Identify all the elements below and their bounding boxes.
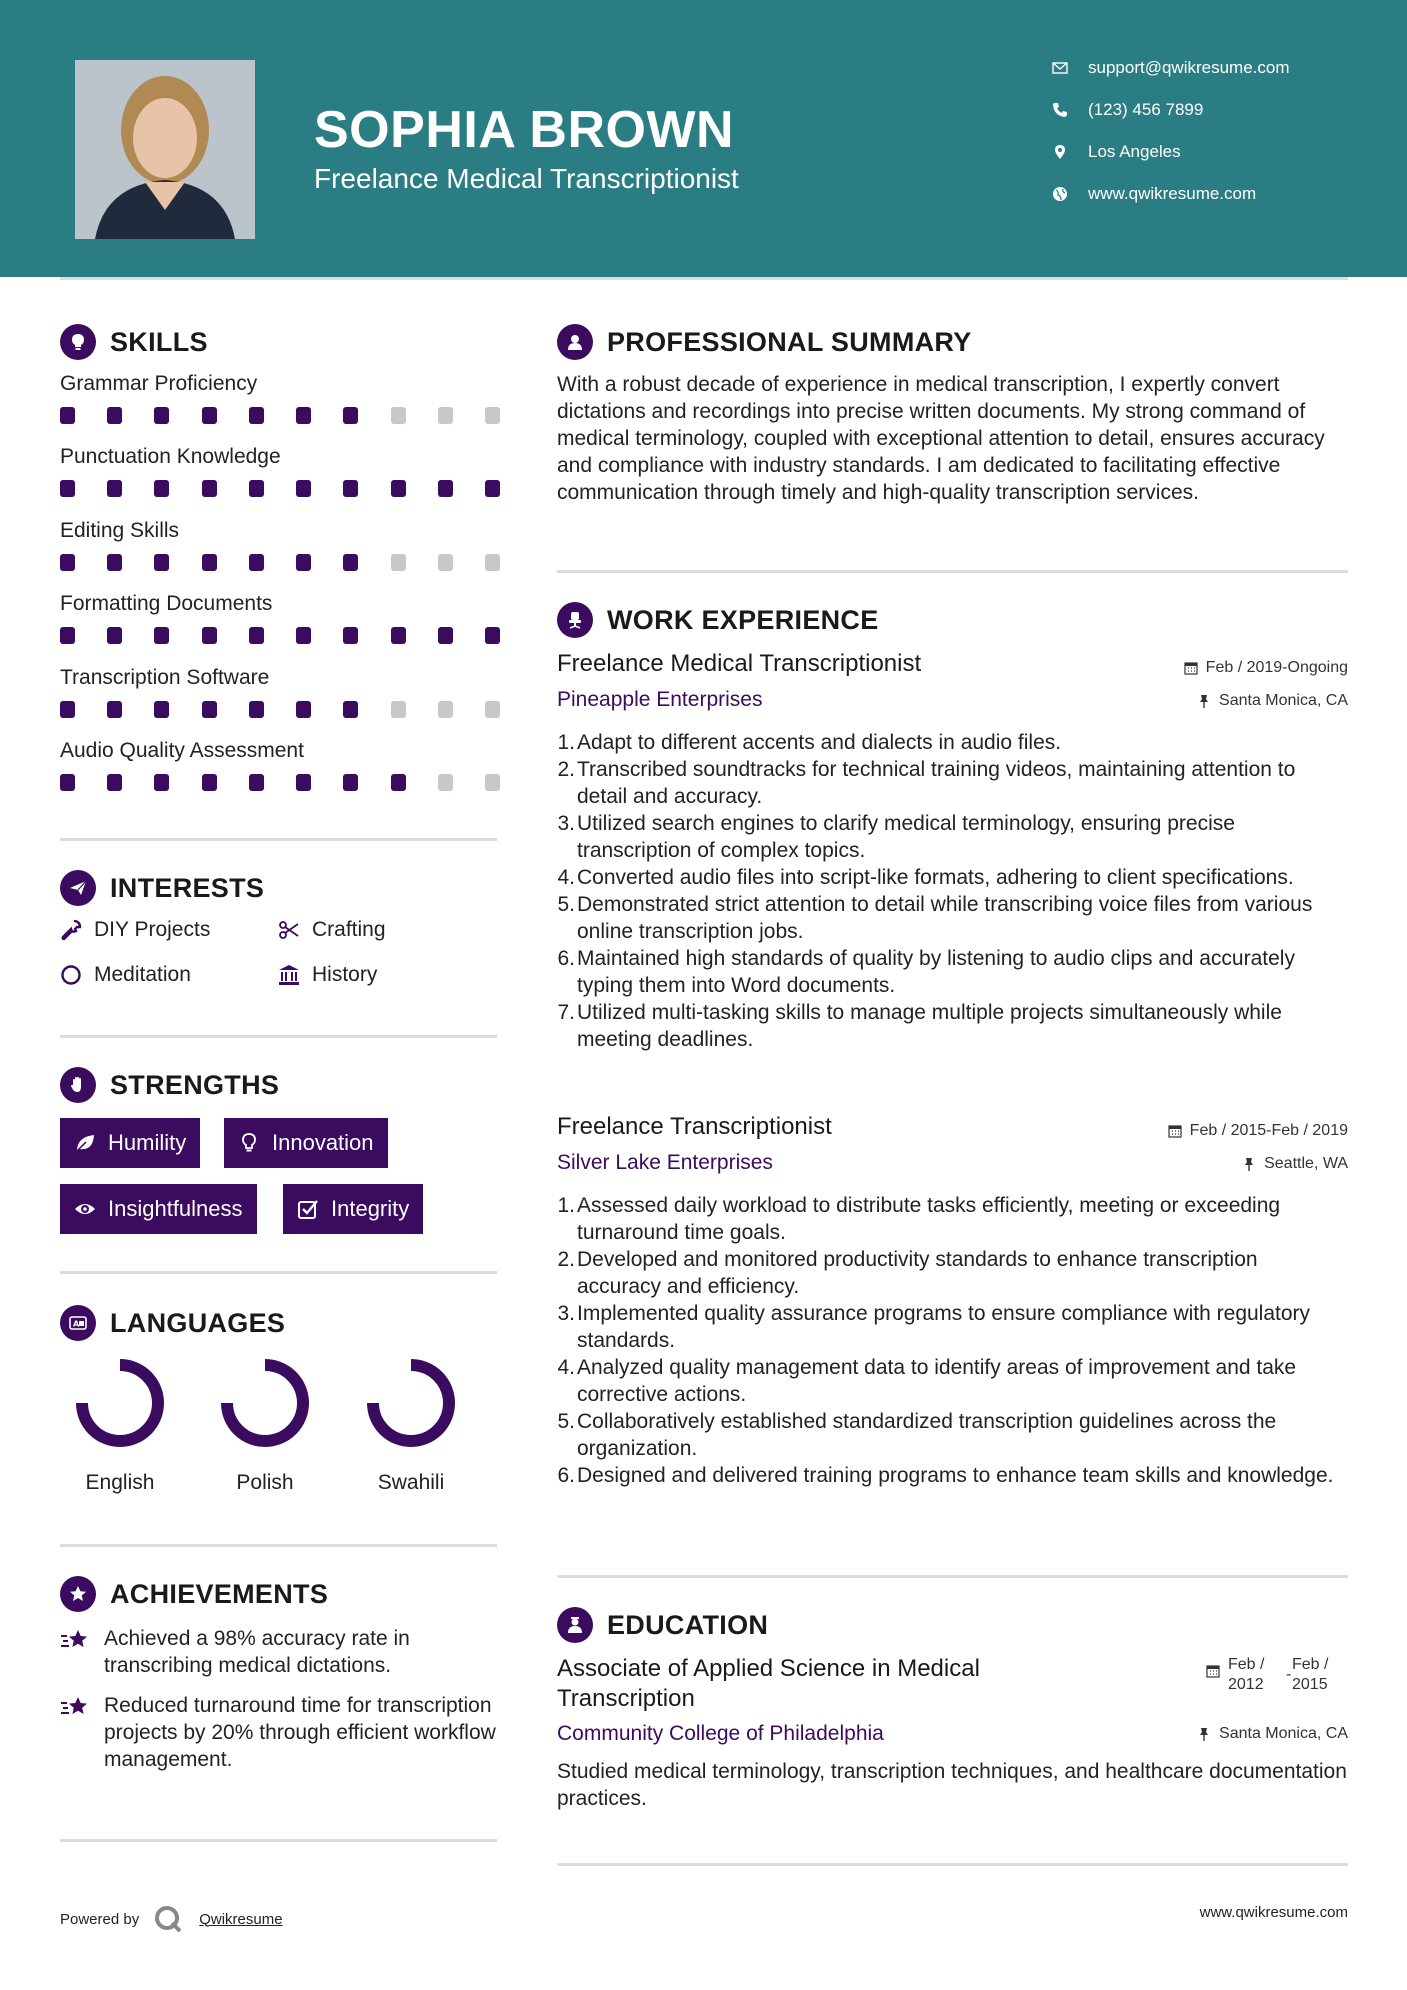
skill-name: Transcription Software xyxy=(60,665,270,689)
hand-icon xyxy=(60,1067,96,1103)
skill-dot-filled xyxy=(154,407,169,424)
contact-location-text: Los Angeles xyxy=(1088,142,1181,161)
footer-powered-by xyxy=(60,1904,283,1934)
summary-title: PROFESSIONAL SUMMARY xyxy=(607,326,972,357)
office-chair-icon xyxy=(557,602,593,638)
achievements-title: ACHIEVEMENTS xyxy=(110,1578,329,1609)
skill-dot-empty xyxy=(485,554,500,571)
envelope-icon xyxy=(1052,60,1088,76)
language-item xyxy=(55,1357,185,1495)
job-bullet xyxy=(557,756,1347,810)
contact-email[interactable] xyxy=(1052,58,1372,78)
globe-icon xyxy=(1052,186,1088,202)
summary-text: With a robust decade of experience in medical transcription, I expertly convert dictations and recordings into precise written documents. My strong command of medical terminology, coupled with exceptional attention to detail, ensures accuracy and compliance with industry standards. I am dedicated to facilitating effective communication through timely and high-quality transcription services. xyxy=(557,373,1325,504)
education-date-start: Feb / 2012 xyxy=(1228,1656,1265,1693)
skill-name: Editing Skills xyxy=(60,518,180,542)
bullet-text: Converted audio files into script-like formats, adhering to client specifications. xyxy=(577,866,1294,889)
strength-label: Innovation xyxy=(272,1130,374,1155)
job-bullet xyxy=(557,1462,1347,1489)
interests-heading xyxy=(60,870,264,906)
strengths-heading xyxy=(60,1067,279,1103)
education-degree: Associate of Applied Science in Medical Transcription xyxy=(557,1655,980,1712)
skill-dot-empty xyxy=(438,554,453,571)
skill-dot-filled xyxy=(107,480,122,497)
skill-dot-filled xyxy=(296,554,311,571)
job-location xyxy=(1197,692,1348,710)
language-ring-arc xyxy=(227,1365,303,1441)
contact-email-text: support@qwikresume.com xyxy=(1088,58,1290,77)
skill-dot-filled xyxy=(154,701,169,718)
bullet-text: Analyzed quality management data to identify areas of improvement and take corrective actions. xyxy=(577,1356,1297,1406)
calendar-icon xyxy=(1168,1124,1182,1138)
skill-name: Formatting Documents xyxy=(60,592,273,616)
svg-text:A: A xyxy=(73,1319,80,1329)
strengths-divider xyxy=(60,1271,497,1274)
skill-dot-empty xyxy=(438,407,453,424)
check-square-icon xyxy=(297,1198,319,1220)
language-label: Swahili xyxy=(377,1471,445,1494)
experience-title: WORK EXPERIENCE xyxy=(607,604,879,635)
job-date xyxy=(1168,1122,1348,1140)
bullet-number: 5. xyxy=(557,893,575,916)
skill-dot-filled xyxy=(60,774,75,791)
skill-dot-filled xyxy=(249,480,264,497)
bullet-number: 1. xyxy=(557,731,575,754)
experience-heading xyxy=(557,602,879,638)
skill-dot-filled xyxy=(154,627,169,644)
job-date-text: Feb / 2015-Feb / 2019 xyxy=(1189,1122,1348,1139)
bullet-number: 3. xyxy=(557,812,575,835)
contact-phone[interactable] xyxy=(1052,100,1372,120)
skill-name: Grammar Proficiency xyxy=(60,372,258,395)
skill-level xyxy=(60,480,500,497)
language-ring xyxy=(365,1357,457,1449)
strength-chip xyxy=(60,1184,257,1234)
date-separator: - xyxy=(1286,1666,1292,1683)
strength-chip xyxy=(283,1184,423,1234)
job-bullet xyxy=(557,864,1347,891)
interest-label: Crafting xyxy=(312,918,386,941)
paper-plane-icon xyxy=(60,870,96,906)
bullet-number: 1. xyxy=(557,1194,575,1217)
skill-dot-filled xyxy=(249,701,264,718)
achievement-text: Reduced turnaround time for transcription projects by 20% through efficient workflow management. xyxy=(104,1694,496,1771)
skill-level xyxy=(60,774,500,791)
job-bullet xyxy=(557,1354,1347,1408)
bullet-number: 3. xyxy=(557,1302,575,1325)
skills-heading xyxy=(60,324,208,360)
pushpin-icon xyxy=(1242,1157,1256,1171)
bullet-number: 5. xyxy=(557,1410,575,1433)
skill-dot-filled xyxy=(202,774,217,791)
bullet-number: 2. xyxy=(557,1248,575,1271)
skill-dot-empty xyxy=(438,774,453,791)
skills-title: SKILLS xyxy=(110,326,208,357)
education-location-text: Santa Monica, CA xyxy=(1219,1725,1348,1742)
skill-dot-filled xyxy=(154,774,169,791)
job-title: Freelance Transcriptionist xyxy=(557,1113,832,1140)
skill-dot-filled xyxy=(107,627,122,644)
skill-dot-empty xyxy=(438,701,453,718)
lightbulb-icon xyxy=(238,1132,260,1154)
skill-dot-empty xyxy=(485,701,500,718)
job-location xyxy=(1242,1155,1348,1173)
circle-icon xyxy=(60,964,82,986)
job-bullet xyxy=(557,891,1347,945)
education-school: Community College of Philadelphia xyxy=(557,1722,884,1745)
job-bullet xyxy=(557,810,1347,864)
skills-divider xyxy=(60,838,497,841)
job-bullet xyxy=(557,1300,1347,1354)
footer-url[interactable]: www.qwikresume.com xyxy=(1199,1904,1348,1921)
interests-title: INTERESTS xyxy=(110,872,265,903)
skill-dot-filled xyxy=(391,774,406,791)
education-heading xyxy=(557,1607,768,1643)
bullet-text: Implemented quality assurance programs to ensure compliance with regulatory standards. xyxy=(577,1302,1311,1352)
strength-label: Humility xyxy=(108,1130,187,1155)
job-bullet xyxy=(557,1246,1347,1300)
leaf-icon xyxy=(74,1132,96,1154)
qwikresume-link[interactable]: Qwikresume xyxy=(199,1910,283,1928)
skill-dot-filled xyxy=(60,480,75,497)
language-ring xyxy=(219,1357,311,1449)
skill-level xyxy=(60,554,500,571)
skill-dot-filled xyxy=(202,701,217,718)
skill-dot-filled xyxy=(202,627,217,644)
interest-label: History xyxy=(312,963,378,986)
skill-dot-filled xyxy=(154,480,169,497)
experience-divider xyxy=(557,1575,1348,1578)
skill-dot-filled xyxy=(296,701,311,718)
skill-dot-filled xyxy=(391,627,406,644)
skill-dot-filled xyxy=(438,627,453,644)
achievements-heading xyxy=(60,1576,328,1612)
languages-divider xyxy=(60,1544,497,1547)
calendar-icon xyxy=(1184,661,1198,675)
contact-website-text: www.qwikresume.com xyxy=(1088,184,1257,203)
interest-item xyxy=(60,963,191,987)
language-label: Polish xyxy=(236,1471,294,1494)
skill-dot-empty xyxy=(391,701,406,718)
skill-name: Punctuation Knowledge xyxy=(60,445,281,469)
languages-title: LANGUAGES xyxy=(110,1307,286,1338)
contact-website[interactable] xyxy=(1052,184,1372,204)
strength-label: Integrity xyxy=(331,1196,410,1221)
education-divider xyxy=(557,1863,1348,1866)
contact-location xyxy=(1052,142,1372,162)
skill-dot-filled xyxy=(107,407,122,424)
achievements-divider xyxy=(60,1839,497,1842)
language-item xyxy=(346,1357,476,1495)
candidate-name: SOPHIA BROWN xyxy=(314,101,735,159)
profile-photo xyxy=(75,60,255,239)
language-card-icon xyxy=(60,1305,96,1341)
pushpin-icon xyxy=(1197,1727,1211,1741)
skill-level xyxy=(60,627,500,644)
interest-item xyxy=(278,918,386,942)
education-location xyxy=(1197,1725,1348,1743)
interest-item xyxy=(278,963,377,987)
achievement-text: Achieved a 98% accuracy rate in transcribing medical dictations. xyxy=(104,1627,410,1677)
resume-header xyxy=(0,0,1407,277)
phone-icon xyxy=(1052,102,1088,118)
skill-dot-filled xyxy=(60,554,75,571)
skill-dot-filled xyxy=(60,701,75,718)
interest-item xyxy=(60,918,210,942)
skill-dot-filled xyxy=(249,627,264,644)
user-icon xyxy=(557,324,593,360)
skill-dot-filled xyxy=(249,407,264,424)
education-date-end: Feb / 2015 xyxy=(1292,1656,1329,1693)
bullet-text: Designed and delivered training programs to enhance team skills and knowledge. xyxy=(577,1464,1334,1487)
job-company: Pineapple Enterprises xyxy=(557,688,763,711)
skill-dot-filled xyxy=(485,480,500,497)
skill-dot-filled xyxy=(296,480,311,497)
skill-dot-filled xyxy=(154,554,169,571)
job-bullet xyxy=(557,1408,1347,1462)
education-date xyxy=(1206,1655,1348,1695)
job-company: Silver Lake Enterprises xyxy=(557,1151,773,1174)
job-bullet xyxy=(557,999,1347,1053)
achievement-item xyxy=(60,1692,500,1773)
interests-divider xyxy=(60,1035,497,1038)
language-ring-arc xyxy=(82,1365,158,1441)
strength-label: Insightfulness xyxy=(108,1196,243,1221)
job-location-text: Seattle, WA xyxy=(1264,1155,1348,1172)
lightbulb-icon xyxy=(60,324,96,360)
skill-name: Audio Quality Assessment xyxy=(60,739,304,762)
skill-dot-filled xyxy=(343,774,358,791)
skill-dot-filled xyxy=(343,480,358,497)
bullet-number: 7. xyxy=(557,1001,575,1024)
museum-icon xyxy=(278,964,300,986)
graduate-icon xyxy=(557,1607,593,1643)
skill-dot-filled xyxy=(343,701,358,718)
skill-dot-empty xyxy=(391,407,406,424)
job-title: Freelance Medical Transcriptionist xyxy=(557,650,922,677)
skill-dot-filled xyxy=(202,407,217,424)
skill-dot-filled xyxy=(343,627,358,644)
bullet-text: Maintained high standards of quality by listening to audio clips and accurately typing them into Word documents. xyxy=(577,947,1295,997)
language-ring-arc xyxy=(373,1365,449,1441)
strength-chip xyxy=(224,1118,388,1168)
candidate-role: Freelance Medical Transcriptionist xyxy=(314,163,739,194)
job-date xyxy=(1184,659,1348,677)
job-location-text: Santa Monica, CA xyxy=(1219,692,1348,709)
pushpin-icon xyxy=(1197,694,1211,708)
languages-heading xyxy=(60,1305,285,1341)
bullet-number: 2. xyxy=(557,758,575,781)
skill-dot-filled xyxy=(202,480,217,497)
bullet-text: Collaboratively established standardized transcription guidelines across the organization. xyxy=(577,1410,1277,1460)
skill-dot-filled xyxy=(296,627,311,644)
star-icon xyxy=(60,1694,92,1722)
bullet-number: 4. xyxy=(557,866,575,889)
skill-level xyxy=(60,701,500,718)
summary-heading xyxy=(557,324,972,360)
skill-dot-filled xyxy=(107,554,122,571)
skill-dot-filled xyxy=(60,407,75,424)
star-badge-icon xyxy=(60,1576,96,1612)
education-description: Studied medical terminology, transcription techniques, and healthcare documentation practices. xyxy=(557,1760,1347,1810)
skill-dot-filled xyxy=(391,480,406,497)
skill-dot-empty xyxy=(485,774,500,791)
skill-dot-empty xyxy=(391,554,406,571)
contact-phone-text: (123) 456 7899 xyxy=(1088,100,1204,119)
skill-dot-filled xyxy=(438,480,453,497)
skill-dot-filled xyxy=(107,701,122,718)
wrench-icon xyxy=(60,919,82,941)
job-bullet xyxy=(557,945,1347,999)
skill-dot-filled xyxy=(296,774,311,791)
job-bullets xyxy=(557,729,1347,1053)
language-ring xyxy=(74,1357,166,1449)
interest-label: DIY Projects xyxy=(94,918,211,941)
eye-icon xyxy=(74,1198,96,1220)
skill-dot-filled xyxy=(343,554,358,571)
strengths-title: STRENGTHS xyxy=(110,1069,280,1100)
calendar-icon xyxy=(1206,1664,1220,1678)
qwikresume-logo-icon xyxy=(153,1904,183,1934)
powered-by-text: Powered by xyxy=(60,1910,140,1928)
bullet-text: Developed and monitored productivity standards to enhance transcription accuracy and efficiency. xyxy=(577,1248,1258,1298)
skill-dot-filled xyxy=(343,407,358,424)
skill-level xyxy=(60,407,500,424)
scissors-icon xyxy=(278,919,300,941)
bullet-number: 6. xyxy=(557,1464,575,1487)
skill-dot-filled xyxy=(107,774,122,791)
skill-dot-filled xyxy=(249,554,264,571)
language-item xyxy=(200,1357,330,1495)
bullet-text: Utilized multi-tasking skills to manage multiple projects simultaneously while meeting deadlines. xyxy=(577,1001,1282,1051)
skill-dot-filled xyxy=(249,774,264,791)
interest-label: Meditation xyxy=(94,963,191,986)
bullet-number: 6. xyxy=(557,947,575,970)
skill-dot-empty xyxy=(485,407,500,424)
job-bullets xyxy=(557,1192,1347,1489)
job-bullet xyxy=(557,729,1347,756)
education-title: EDUCATION xyxy=(607,1609,769,1640)
skill-dot-filled xyxy=(60,627,75,644)
map-pin-icon xyxy=(1052,144,1088,160)
header-divider xyxy=(60,277,1348,280)
bullet-text: Demonstrated strict attention to detail while transcribing voice files from various online transcription jobs. xyxy=(577,893,1313,943)
skill-dot-filled xyxy=(485,627,500,644)
bullet-text: Transcribed soundtracks for technical training videos, maintaining attention to detail and accuracy. xyxy=(577,758,1296,808)
bullet-text: Assessed daily workload to distribute tasks efficiently, meeting or exceeding turnaround time goals. xyxy=(577,1194,1281,1244)
achievement-item xyxy=(60,1625,500,1679)
language-label: English xyxy=(85,1471,155,1494)
bullet-number: 4. xyxy=(557,1356,575,1379)
skill-dot-filled xyxy=(296,407,311,424)
bullet-text: Adapt to different accents and dialects in audio files. xyxy=(577,731,1062,754)
star-icon xyxy=(60,1627,92,1655)
bullet-text: Utilized search engines to clarify medical terminology, ensuring precise transcription of complex topics. xyxy=(577,812,1235,862)
job-bullet xyxy=(557,1192,1347,1246)
skill-dot-filled xyxy=(202,554,217,571)
strength-chip xyxy=(60,1118,200,1168)
job-date-text: Feb / 2019-Ongoing xyxy=(1205,659,1348,676)
summary-divider xyxy=(557,570,1348,573)
